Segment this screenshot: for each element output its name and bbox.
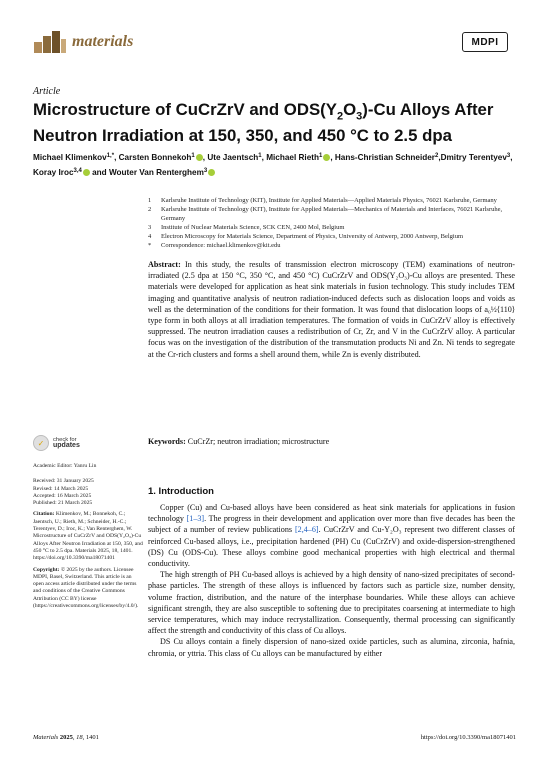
accepted-date: Accepted: 16 March 2025 [33,492,92,499]
author-name[interactable]: Wouter Van Renterghem [108,167,204,177]
author-name[interactable]: Carsten Bonnekoh [118,153,192,162]
article-metadata [33,463,143,614]
author-affiliation-marker: 1 [318,153,323,159]
author-name[interactable]: Michael Rieth [266,153,319,162]
revised-date: Revised: 14 March 2025 [33,485,89,492]
author-name[interactable]: Koray Iroc [33,167,74,177]
check-updates-icon: ✓ [33,435,49,451]
orcid-icon[interactable] [196,154,203,161]
affiliation-item [148,206,518,223]
author-affiliation-marker: 3 [506,153,511,159]
author-separator: , [438,153,441,162]
abstract-text: In this study, the results of transmission electron microscopy (TEM) examinations of neutron-irradiated (2.5 dpa at 150 °C, 350 °C, and 450 °C) CuCrZrV and ODS(Y₂O₃)-Cu alloys are presented. These materials were developed for application as heat sink materials in fusion technology. This study includes TEM imaging and quantitative analysis of neutron radiation-induced defects such as dislocation loops and voids as well as the determination of the conditions for their formation. It was found that dislocation loops of a₀½⟨110⟩ type form in both alloys at all irradiation temperatures. The formation of voids in CuCrZrV alloy is effectively suppressed. The neutron irradiation causes a redistribution of Cr, Zr, and V in the CuCrZrV alloy. A particular focus was on the investigation of the distribution of the transmutation products Ni and Zn. Ni tends to segregate at the Cr-rich clusters and forms a shell around them, while Zn is evenly distributed. [148,260,515,359]
author-name[interactable]: Ute Jaentsch [207,153,259,162]
keywords-text: CuCrZr; neutron irradiation; microstructure [187,437,330,446]
affiliation-number: 3 [148,223,152,231]
footer-doi-link[interactable]: https://doi.org/10.3390/ma18071401 [420,734,516,741]
intro-paragraph-1: Copper (Cu) and Cu-based alloys have been considered as heat sink materials for applications in fusion technology [1–3]. The progress in their development and application over more than five decades has been the subject of a number of review publications [2,4–6]. CuCrZrV and Cu-Y₂O₃ represent two different classes of reinforced Cu-based alloys, i.e., precipitation hardened (PH) Cu (CuCrZrV) and oxide-dispersion-strengthened (DS) Cu (ODS-Cu). These alloys combine good mechanical properties with high electrical and thermal conductivity. [148,503,516,569]
orcid-icon[interactable] [208,169,215,176]
author-affiliation-marker: 1,* [106,153,115,159]
author-list [33,150,513,179]
author-separator: , [261,153,267,162]
author-separator: , [114,153,119,162]
affiliation-number: 1 [148,197,152,204]
publisher-name: MDPI [462,32,508,52]
received-date: Received: 31 January 2025 [33,478,94,485]
abstract [148,259,515,360]
affiliation-text: Electron Microscopy for Materials Science, Department of Physics, University of Antwerp, 2000 Antwerp, Belgium [161,233,464,241]
affiliation-item [148,233,518,241]
author-affiliation-marker: 2 [434,153,439,159]
intro-paragraph-3: DS Cu alloys contain a finely dispersion of nano-sized oxide particles, such as alumina, zirconia, hafnia, chromia, or yttria. This class of Cu alloys can be manufactured by either [148,637,515,658]
author-affiliation-marker: 1 [191,153,195,159]
author-separator: , [202,153,208,162]
citation-link[interactable]: [1–3] [186,514,205,524]
author-affiliation-marker: 3 [203,167,208,174]
affiliation-item [148,197,518,205]
paper-title: Microstructure of CuCrZrV and $ODS(Y_2O_3)-Cu$ Alloys After Neutron Irradiation at 150, 350, and 450 °C to 2.5 dpa [33,100,494,146]
affiliation-text: Karlsruhe Institute of Technology (KIT), Institute for Applied Materials—Mechanics of Materials and Interfaces, 76021 Karlsruhe, Germany [161,206,503,222]
author-separator: and [89,167,109,177]
affiliation-item [148,242,518,250]
journal-name: materials [72,33,134,50]
affiliation-number: 2 [148,206,152,214]
affiliation-number: * [148,242,152,250]
copyright-block: Copyright: © 2025 by the authors. Licensee MDPI, Basel, Switzerland. This article is an open access article distributed under the terms and conditions of the Creative Commons Attribution (CC BY) license (https://creativecommons.org/licenses/by/4.0/). [33,566,139,610]
author-name[interactable]: Michael Klimenkov [33,153,107,162]
affiliations [148,197,518,252]
published-date: Published: 21 March 2025 [33,500,93,507]
author-name[interactable]: Hans-Christian Schneider [334,153,435,162]
check-for-updates-button[interactable]: ✓ check for updates [33,435,80,451]
abstract-label: Abstract: [148,260,181,269]
author-name[interactable]: Dmitry Terentyev [440,153,507,162]
orcid-icon[interactable] [83,169,90,176]
publisher-logo [462,32,508,52]
article-type: Article [33,86,61,97]
affiliation-number: 4 [148,233,152,241]
academic-editor: Academic Editor: Yanru Lin [33,463,97,469]
citation-link[interactable]: [2,4–6] [294,525,319,535]
affiliation-text: Karlsruhe Institute of Technology (KIT), Institute for Applied Materials—Applied Materials Physics, 76021 Karlsruhe, Germany [161,197,497,204]
author-affiliation-marker: 1 [258,153,262,159]
citation-block: Citation: Klimenkov, M.; Bonnekoh, C.; Jaentsch, U.; Rieth, M.; Schneider, H.-C.; Terentyev, D.; Iroc, K.; Van Renterghem, W. Microstructure of CuCrZrV and ODS(Y₂O₃)-Cu Alloys After Neutron Irradiation at 150, 350, and 450 °C to 2.5 dpa. Materials 2025, 18, 1401. https://doi.org/10.3390/ma18071401 [33,511,143,562]
author-separator: , [510,153,513,162]
keywords [148,437,515,446]
keywords-label: Keywords: [148,437,186,446]
author-separator: , [330,153,335,162]
journal-logo-icon [33,30,67,54]
intro-paragraph-2: The high strength of PH Cu-based alloys is achieved by a high density of nano-sized precipitates of second-phase particles. The strength of these alloys is influenced by factors such as particle size, number density, volume fraction, distribution, and the nature of the interphase boundaries. While these alloys can achieve significant strength, they are also susceptible to softening due to precipitates coarsening at intermediate to high service temperatures, which may induce recrystallization. Consequently, thermal processing can significantly affect the strength and conductivity of this class of Cu alloys. [148,570,515,636]
affiliation-text: Institute of Nuclear Materials Science, SCK CEN, 2400 Mol, Belgium [161,223,345,231]
section-heading-introduction: 1. Introduction [148,486,214,497]
footer-citation: Materials 2025, 18, 1401 [33,734,99,741]
affiliation-text: Correspondence: michael.klimenkov@kit.edu [161,242,281,250]
affiliation-item [148,224,518,232]
introduction-body [148,502,515,659]
author-affiliation-marker: 3,4 [73,167,82,174]
